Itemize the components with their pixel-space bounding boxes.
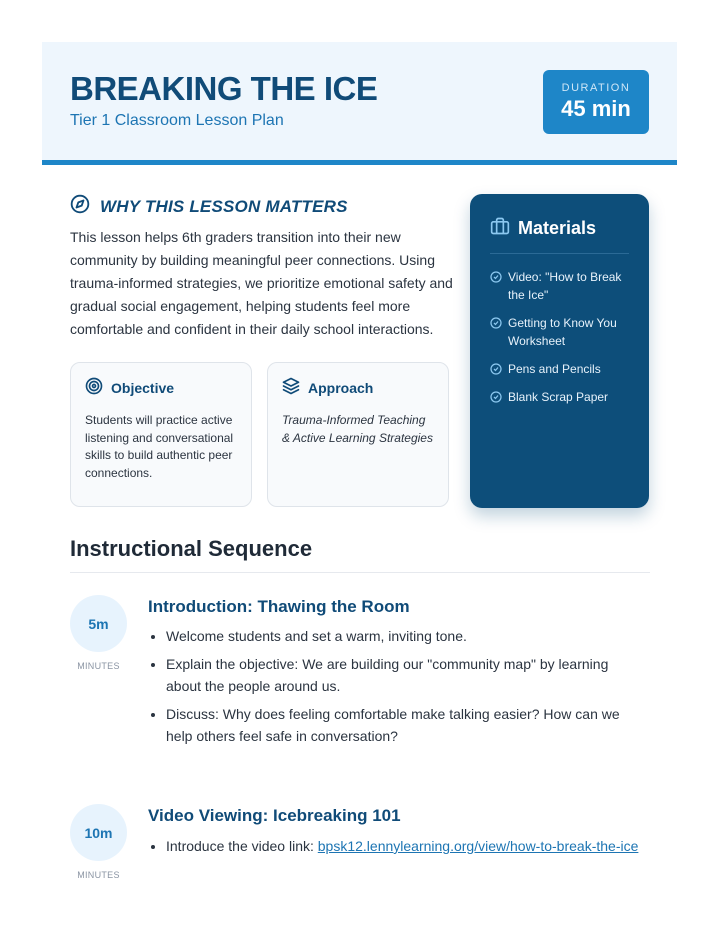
objective-card <box>70 362 252 507</box>
page-title: BREAKING THE ICE <box>70 70 378 107</box>
layers-icon <box>282 377 300 398</box>
step-title: Video Viewing: Icebreaking 101 <box>148 806 401 825</box>
sequence-title: Instructional Sequence <box>70 536 313 561</box>
material-label: Video: "How to Break the Ice" <box>508 270 622 302</box>
check-circle-icon <box>490 317 502 329</box>
materials-heading <box>490 194 629 254</box>
approach-heading-text: Approach <box>308 379 374 396</box>
material-label: Blank Scrap Paper <box>508 390 609 404</box>
toolbox-icon <box>490 216 510 241</box>
lesson-header <box>42 42 677 165</box>
objective-heading-text: Objective <box>111 379 175 396</box>
duration-badge <box>543 70 649 134</box>
time-unit: MINUTES <box>77 870 120 880</box>
materials-panel <box>470 194 649 508</box>
list-item: • Discuss: Why does feeling comfortable make talking easier? How can we help others feel safe in conversation? <box>166 703 646 747</box>
target-icon <box>85 377 103 398</box>
materials-heading-text: Materials <box>518 218 597 238</box>
time-circle: 10m <box>70 804 127 861</box>
objective-text: Students will practice active listening and conversational skills to build authentic peer connections. <box>85 413 234 480</box>
why-paragraph: This lesson helps 6th graders transition into their new community by building meaningful peer connections. Using trauma-informed strategies, we prioritize emotional safety and gradual social engagement, helping students feel more comfortable and confident in their daily school interactions. <box>70 229 453 337</box>
objective-heading <box>85 377 237 398</box>
material-label: Pens and Pencils <box>508 362 601 376</box>
list-item <box>166 835 646 857</box>
time-unit: MINUTES <box>77 661 120 671</box>
why-heading-text: WHY THIS LESSON MATTERS <box>100 196 348 216</box>
divider <box>70 572 650 573</box>
check-circle-icon <box>490 363 502 375</box>
time-circle: 5m <box>70 595 127 652</box>
step-title: Introduction: Thawing the Room <box>148 597 410 616</box>
list-item <box>490 388 629 406</box>
check-circle-icon <box>490 391 502 403</box>
list-item: • Welcome students and set a warm, inviting tone. <box>166 625 646 647</box>
materials-list <box>490 268 629 406</box>
compass-icon <box>70 194 90 219</box>
bullet-text: Introduce the video link: <box>166 838 318 854</box>
list-item <box>490 360 629 378</box>
list-item <box>490 268 629 304</box>
approach-heading <box>282 377 434 398</box>
why-heading <box>70 194 348 219</box>
step-bullets <box>148 625 646 753</box>
approach-text: Trauma-Informed Teaching & Active Learning Strategies <box>282 413 433 445</box>
approach-card <box>267 362 449 507</box>
video-link[interactable]: bpsk12.lennylearning.org/view/how-to-break-the-ice <box>317 838 639 854</box>
list-item: • Explain the objective: We are building our "community map" by learning about the people around us. <box>166 653 646 697</box>
duration-value: 45 min <box>561 96 631 121</box>
step-bullets <box>148 835 646 863</box>
material-label: Getting to Know You Worksheet <box>508 316 617 348</box>
page-subtitle: Tier 1 Classroom Lesson Plan <box>70 112 284 129</box>
check-circle-icon <box>490 271 502 283</box>
duration-label: DURATION <box>561 82 631 94</box>
list-item <box>490 314 629 350</box>
